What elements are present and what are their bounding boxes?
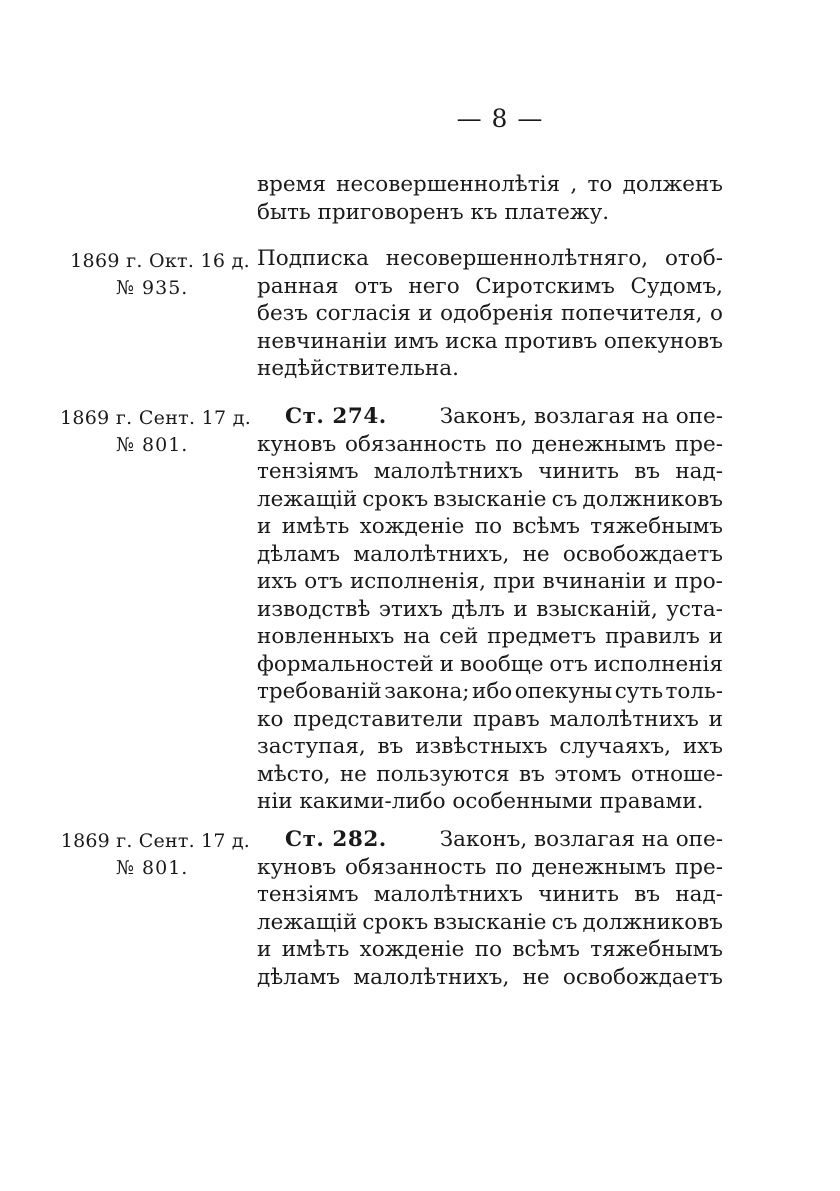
- word: лежащій: [257, 486, 358, 512]
- text-line-content: [257, 936, 723, 964]
- word: всѣмъ: [512, 514, 580, 539]
- citation-number: № 801.: [116, 857, 189, 879]
- word: ,: [570, 172, 578, 197]
- text-line-content: [257, 431, 723, 459]
- word: взысканіе: [433, 486, 547, 512]
- word: невчинаніи: [257, 328, 388, 354]
- word: пре-: [674, 431, 723, 457]
- word: над-: [675, 459, 723, 484]
- word: отъ: [354, 273, 393, 299]
- word: опекуновъ: [603, 328, 723, 354]
- text-line-content: быть приговоренъ къ платежу.: [257, 199, 610, 225]
- text-line: [257, 881, 723, 909]
- text-line: [257, 788, 723, 816]
- text-line: [257, 706, 723, 734]
- word: ихъ: [257, 569, 298, 594]
- word: над-: [675, 882, 723, 907]
- word: имъ: [393, 328, 439, 354]
- text-line: [257, 936, 723, 964]
- text-line: [257, 733, 723, 761]
- text-line-content: [257, 651, 723, 679]
- word: требованій: [257, 679, 382, 704]
- text-line-content: недѣйствительна.: [257, 356, 459, 381]
- text-line-content: [257, 881, 723, 909]
- text-line-content: [257, 486, 723, 514]
- text-line-content: [257, 706, 723, 734]
- word: отъ: [549, 651, 588, 677]
- text-line: [257, 541, 723, 569]
- citation-number: № 801.: [116, 434, 189, 456]
- word: этомъ: [554, 761, 622, 787]
- word: обязанность: [345, 854, 487, 880]
- word: пользуются: [376, 761, 510, 787]
- word: малолѣтнихъ,: [353, 541, 510, 567]
- entry-paragraph: [257, 245, 723, 383]
- word: малолѣтнихъ: [549, 706, 699, 732]
- word: про-: [674, 569, 723, 594]
- word: и: [653, 569, 668, 594]
- word: ко: [257, 706, 284, 732]
- text-line-content: [257, 854, 723, 882]
- word: по: [495, 854, 523, 880]
- word: тензіямъ: [257, 882, 359, 907]
- text-line-content: [257, 300, 723, 328]
- word: освобождаетъ: [562, 964, 723, 990]
- text-line: [257, 328, 723, 356]
- text-line-content: [257, 964, 723, 992]
- word: не: [522, 541, 550, 567]
- text-line-content: [257, 733, 723, 761]
- text-line: [257, 458, 723, 486]
- word: по: [495, 431, 523, 457]
- text-line: [257, 486, 723, 514]
- citation-date: 1869 г. Сент. 17 д.: [60, 830, 250, 852]
- word: лежащій: [257, 909, 358, 935]
- word: и: [708, 706, 723, 732]
- margin-citation: [60, 248, 250, 302]
- word: съ: [551, 486, 578, 512]
- text-line-content: Законъ, возлагая на опе-: [439, 404, 723, 429]
- text-line: [257, 596, 723, 624]
- word: взысканій,: [536, 596, 658, 622]
- word: хожденіе: [359, 937, 465, 962]
- text-line-content: [257, 678, 723, 706]
- word: денежнымъ: [531, 854, 666, 880]
- word: несовершеннолѣтія: [336, 172, 561, 197]
- text-line-content: ніи какими-либо особенными правами.: [257, 789, 704, 814]
- word: по: [474, 514, 503, 539]
- word: куновъ: [257, 854, 337, 880]
- continuation-paragraph: [257, 171, 723, 226]
- word: уста-: [666, 596, 723, 622]
- text-line: [257, 854, 723, 882]
- word: и: [513, 596, 528, 622]
- text-line: [257, 513, 723, 541]
- word: отоб-: [664, 246, 723, 271]
- word: Подписка: [257, 246, 369, 271]
- word: суть: [614, 679, 664, 704]
- citation-date: 1869 г. Окт. 16 д.: [70, 250, 250, 272]
- word: денежнымъ: [531, 431, 666, 457]
- word: тяжебнымъ: [590, 937, 723, 962]
- word: освобождаетъ: [562, 541, 723, 567]
- word: формальностей: [257, 651, 434, 677]
- text-line: [257, 964, 723, 992]
- word: толь-: [665, 679, 723, 704]
- word: извѣстныхъ: [415, 734, 548, 759]
- word: въ: [518, 761, 545, 787]
- word: и: [257, 514, 272, 539]
- word: и: [439, 651, 454, 677]
- word: обязанность: [345, 431, 487, 457]
- page-number: — 8 —: [456, 104, 544, 133]
- word: представители: [293, 706, 464, 732]
- word: него: [408, 273, 460, 299]
- entry-paragraph: [257, 403, 723, 816]
- word: противъ: [504, 328, 598, 354]
- text-line-content: [257, 596, 723, 624]
- word: тяжебнымъ: [590, 514, 723, 539]
- word: Сиротскимъ: [475, 273, 615, 299]
- word: имѣть: [281, 514, 350, 539]
- article-number: Ст. 282.: [285, 827, 387, 852]
- margin-citation: [60, 405, 250, 459]
- text-line: [257, 355, 723, 383]
- text-line-content: [257, 541, 723, 569]
- text-line: [257, 199, 723, 227]
- word: Судомъ,: [630, 273, 723, 299]
- word: ранная: [257, 273, 339, 299]
- word: ибо: [472, 679, 513, 704]
- text-line-content: [257, 171, 723, 199]
- word: должниковъ: [582, 486, 723, 512]
- text-line-content: Законъ, возлагая на опе-: [439, 827, 723, 852]
- text-line: [257, 431, 723, 459]
- word: тензіямъ: [257, 459, 359, 484]
- word: правъ: [473, 706, 540, 732]
- word: сей: [439, 624, 479, 649]
- entry-paragraph: [257, 826, 723, 991]
- word: вчинаніи: [542, 569, 646, 594]
- word: и: [257, 937, 272, 962]
- text-line-content: [257, 909, 723, 937]
- text-line-content: [257, 458, 723, 486]
- text-line-content: [257, 623, 723, 651]
- word: имѣть: [281, 937, 350, 962]
- word: дѣламъ: [257, 541, 341, 567]
- word: отноше-: [630, 761, 723, 787]
- word: малолѣтнихъ: [373, 459, 523, 484]
- word: мѣсто,: [257, 761, 331, 787]
- word: въ: [634, 459, 661, 484]
- word: куновъ: [257, 431, 337, 457]
- text-line: [257, 245, 723, 273]
- word: опекуны: [514, 679, 613, 704]
- word: случаяхъ,: [559, 734, 671, 759]
- text-line: [257, 171, 723, 199]
- text-line-content: [257, 328, 723, 356]
- word: попечителя,: [560, 301, 703, 326]
- word: то: [587, 172, 613, 197]
- text-line: [257, 300, 723, 328]
- word: этихъ: [378, 596, 443, 622]
- citation-number: № 935.: [116, 277, 189, 299]
- text-line: [257, 826, 723, 854]
- word: новленныхъ: [257, 624, 395, 649]
- word: ихъ: [682, 734, 723, 759]
- text-line: [257, 651, 723, 679]
- word: не: [522, 964, 550, 990]
- word: изводствѣ: [257, 596, 371, 622]
- word: малолѣтнихъ: [373, 882, 523, 907]
- word: исполненія: [593, 651, 723, 677]
- word: въ: [377, 734, 404, 759]
- word: не: [339, 761, 367, 787]
- word: и: [418, 301, 433, 326]
- word: долженъ: [622, 172, 723, 197]
- word: согласія: [315, 301, 411, 326]
- citation-date: 1869 г. Сент. 17 д.: [60, 407, 252, 429]
- word: время: [257, 172, 326, 197]
- text-line: [257, 623, 723, 651]
- word: хожденіе: [359, 514, 465, 539]
- word: несовершеннолѣтняго,: [385, 246, 649, 271]
- word: предметъ: [487, 624, 597, 649]
- word: исполненія,: [349, 569, 486, 594]
- text-line-content: [257, 245, 723, 273]
- word: вообще: [459, 651, 544, 677]
- text-line: [257, 761, 723, 789]
- word: съ: [551, 909, 578, 935]
- word: о: [710, 301, 723, 326]
- word: дѣлъ: [451, 596, 505, 622]
- word: дѣламъ: [257, 964, 341, 990]
- text-line-content: [257, 761, 723, 789]
- word: срокъ: [362, 486, 429, 512]
- word: на: [403, 624, 431, 649]
- word: срокъ: [362, 909, 429, 935]
- text-line: [257, 403, 723, 431]
- text-line-content: [257, 568, 723, 596]
- word: отъ: [304, 569, 343, 594]
- text-line-content: [257, 273, 723, 301]
- word: при: [493, 569, 536, 594]
- text-line: [257, 678, 723, 706]
- word: закона;: [384, 679, 470, 704]
- word: одобренія: [440, 301, 554, 326]
- word: малолѣтнихъ,: [353, 964, 510, 990]
- word: иска: [445, 328, 498, 354]
- text-line-content: [257, 513, 723, 541]
- text-line: [257, 909, 723, 937]
- word: всѣмъ: [512, 937, 580, 962]
- word: должниковъ: [582, 909, 723, 935]
- word: правилъ: [605, 624, 700, 649]
- word: чинить: [538, 882, 619, 907]
- word: заступая,: [257, 734, 366, 759]
- word: и: [708, 624, 723, 649]
- word: въ: [634, 882, 661, 907]
- word: взысканіе: [433, 909, 547, 935]
- word: пре-: [674, 854, 723, 880]
- article-number: Ст. 274.: [285, 404, 387, 429]
- text-line: [257, 273, 723, 301]
- word: по: [474, 937, 503, 962]
- word: безъ: [257, 301, 309, 326]
- word: чинить: [538, 459, 619, 484]
- margin-citation: [60, 828, 250, 882]
- text-line: [257, 568, 723, 596]
